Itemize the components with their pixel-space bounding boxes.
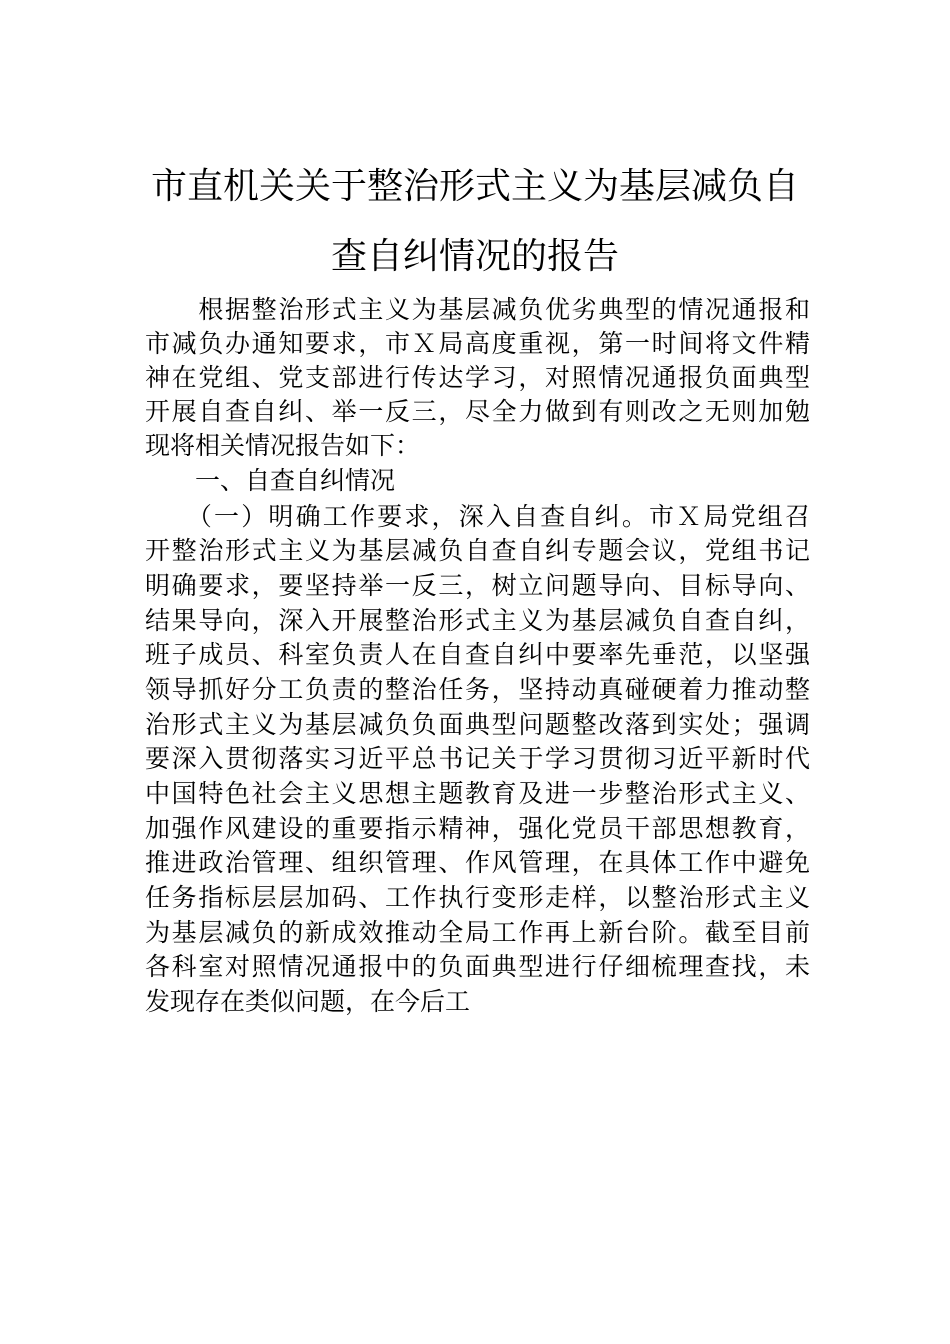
- document-title-line-1: 市直机关关于整治形式主义为基层减负自: [150, 166, 799, 207]
- body-line: 神在党组、党支部进行传达学习，对照情况通报负面典型: [145, 363, 810, 392]
- body-line: 市减负办通知要求，市Ｘ局高度重视，第一时间将文件精: [145, 329, 810, 358]
- body-line: 开整治形式主义为基层减负自查自纠专题会议，党组书记: [145, 536, 810, 565]
- body-line: 班子成员、科室负责人在自查自纠中要率先垂范，以坚强: [145, 640, 810, 669]
- body-line: 领导抓好分工负责的整治任务，坚持动真碰硬着力推动整: [145, 675, 810, 704]
- section-heading: 一、自查自纠情况: [145, 466, 396, 495]
- body-line: 要深入贯彻落实习近平总书记关于学习贯彻习近平新时代: [145, 744, 810, 773]
- body-line: 各科室对照情况通报中的负面典型进行仔细梳理查找，未: [145, 952, 810, 981]
- body-line: 为基层减负的新成效推动全局工作再上新台阶。截至目前: [145, 918, 810, 947]
- body-line: 开展自查自纠、举一反三，尽全力做到有则改之无则加勉: [145, 397, 810, 426]
- body-line: 现将相关情况报告如下：: [145, 431, 421, 460]
- document-title-line-2: 查自纠情况的报告: [330, 236, 619, 277]
- body-line: （一）明确工作要求，深入自查自纠。市Ｘ局党组召: [145, 502, 810, 531]
- body-line: 任务指标层层加码、工作执行变形走样，以整治形式主义: [145, 883, 810, 912]
- body-line: 中国特色社会主义思想主题教育及进一步整治形式主义、: [145, 779, 810, 808]
- body-line: 根据整治形式主义为基层减负优劣典型的情况通报和: [145, 295, 810, 324]
- body-line: 治形式主义为基层减负负面典型问题整改落到实处；强调: [145, 710, 810, 739]
- body-line: 结果导向，深入开展整治形式主义为基层减负自查自纠，: [145, 606, 810, 635]
- body-line: 加强作风建设的重要指示精神，强化党员干部思想教育，: [145, 814, 810, 843]
- body-line: 推进政治管理、组织管理、作风管理，在具体工作中避免: [145, 848, 810, 877]
- body-line: 明确要求，要坚持举一反三，树立问题导向、目标导向、: [145, 571, 810, 600]
- body-line: 发现存在类似问题，在今后工: [145, 987, 471, 1016]
